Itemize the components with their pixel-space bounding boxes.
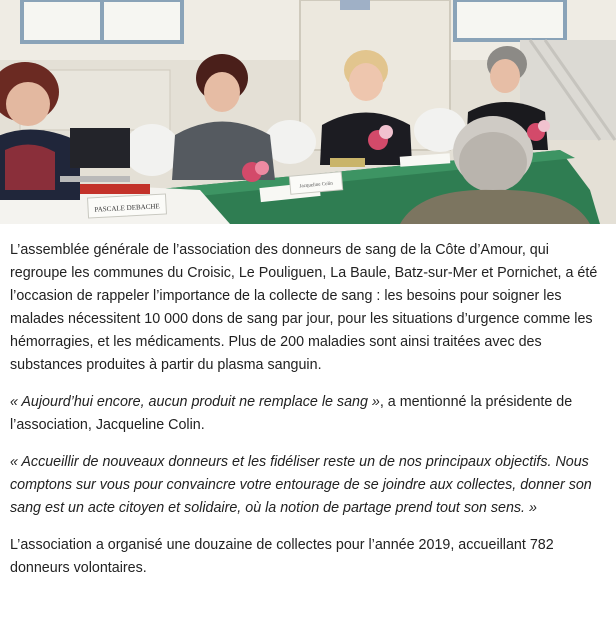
paragraph-collections: L’association a organisé une douzaine de collectes pour l’année 2019, accueillant 782 donneurs volontaires. (10, 537, 554, 576)
meeting-photo-illustration (0, 0, 616, 224)
name-placard-pascale (88, 194, 167, 218)
article-body (10, 239, 606, 594)
president-quote-attribution: , a mentionné la présidente de l’association, Jacqueline Colin. (10, 394, 573, 433)
paragraph-intro: L’assemblée générale de l’association des donneurs de sang de la Côte d’Amour, qui regroupe les communes du Croisic, Le Pouliguen, La Baule, Batz-sur-Mer et Pornichet, a été l’occasion de rappeler l’importance de la collecte de sang : les besoins pour soigner les malades nécessitent 10 000 dons de sang par jour, pour les situations d’urgence comme les hémorragies, et les médicaments. Plus de 200 maladies sont ainsi traitées avec des substances produites à partir du plasma sanguin. (10, 242, 598, 373)
paragraph-objectives-quote: « Accueillir de nouveaux donneurs et les fidéliser reste un de nos principaux objectifs. Nous comptons sur vous pour convaincre votre entourage de se joindre aux collectes, donner son sang est un acte citoyen et solidaire, où la notion de partage prend tout son sens. » (10, 454, 592, 516)
president-quote: « Aujourd’hui encore, aucun produit ne remplace le sang » (10, 394, 380, 410)
article-photo (0, 0, 616, 224)
name-placard-colin (289, 172, 342, 194)
placard-text-2: Jacqueline Colin (299, 181, 334, 190)
placard-text-1: PASCALE DEBACHE (94, 202, 160, 214)
paragraph-president-quote (10, 391, 606, 437)
